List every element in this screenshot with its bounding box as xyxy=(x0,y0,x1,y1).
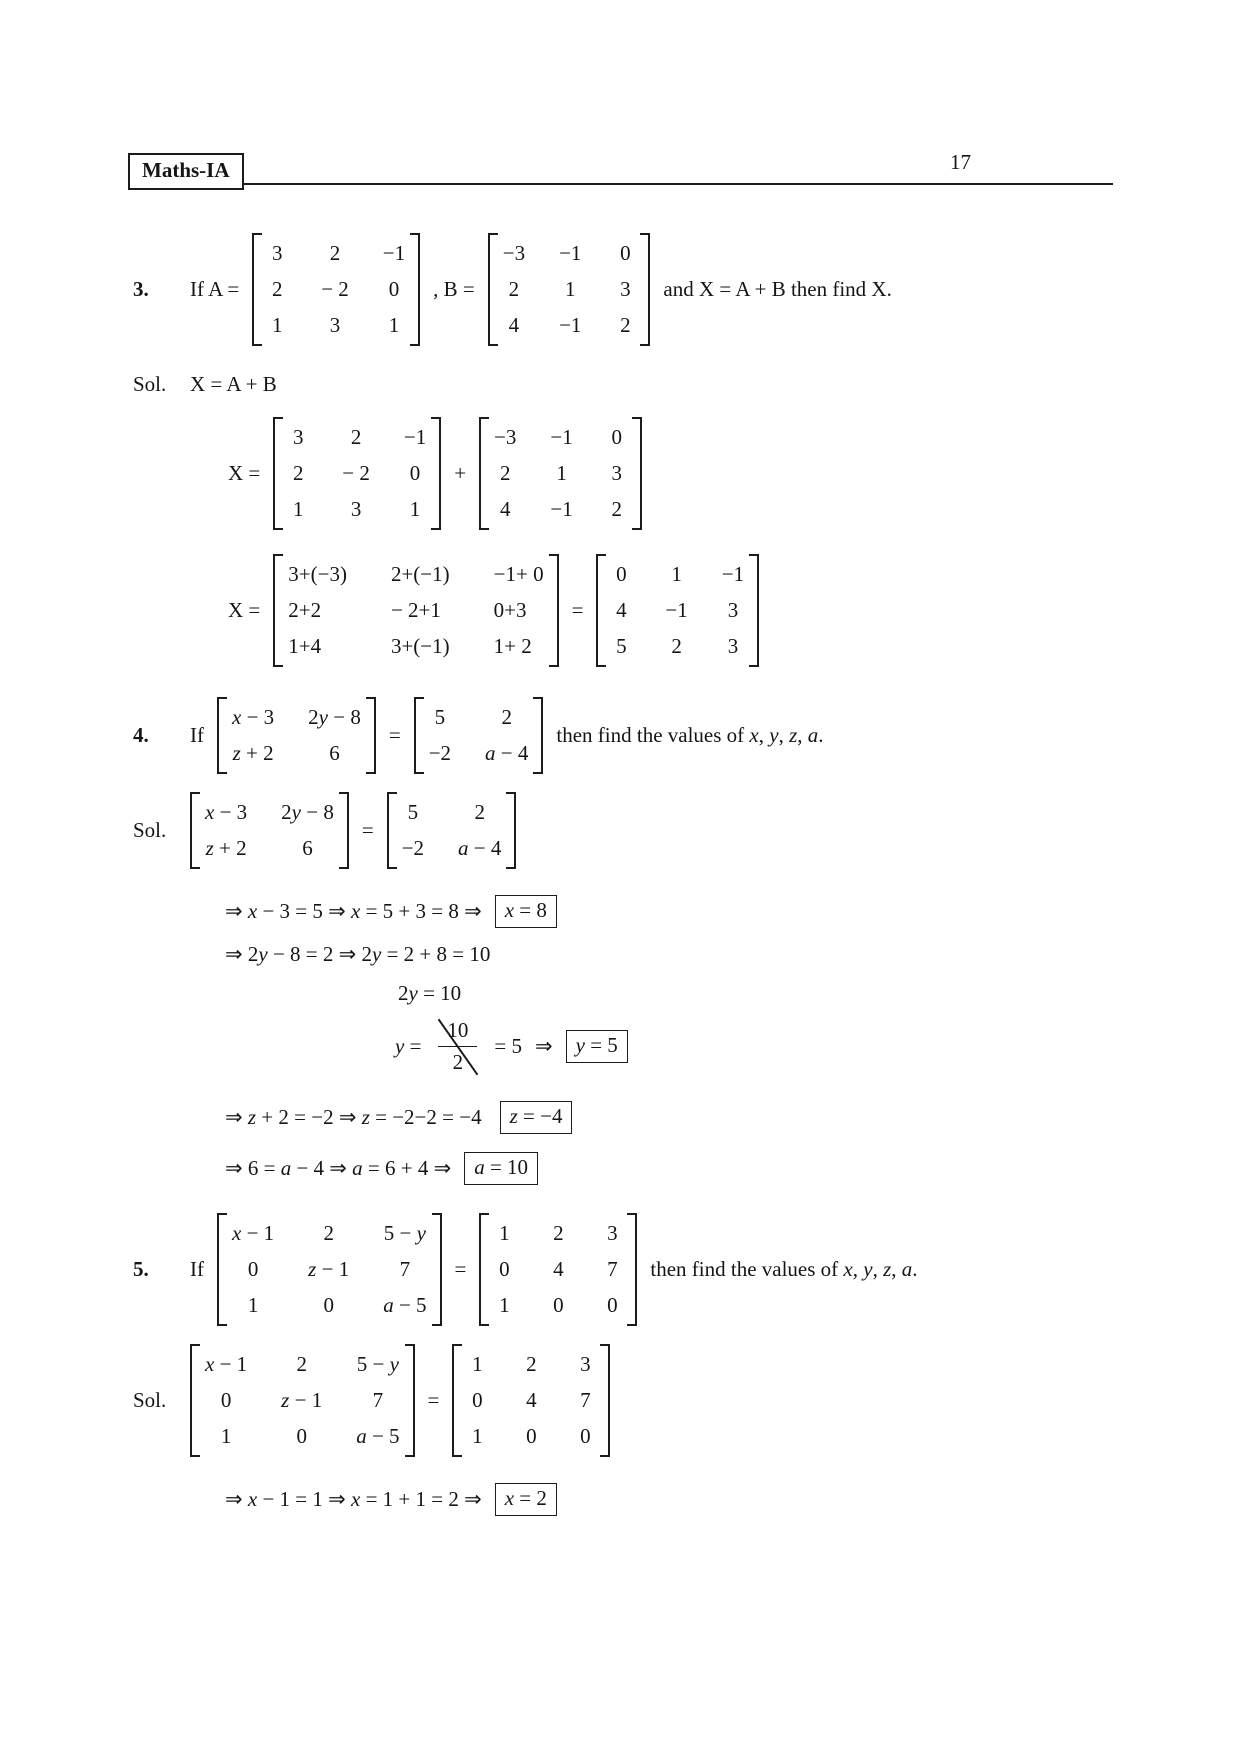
matrix-cell: 4 xyxy=(508,313,520,337)
matrix-cell: 1 xyxy=(671,562,682,586)
matrix-b xyxy=(488,233,651,346)
equals-sign: = xyxy=(427,1388,440,1412)
x-equals-label: X = xyxy=(228,598,261,622)
matrix-cell: a − 5 xyxy=(356,1424,400,1448)
problem-5-tail xyxy=(650,1257,917,1282)
matrix-cell: 0 xyxy=(616,562,627,586)
matrix-cell: −2 xyxy=(428,741,452,765)
matrix-cell: a − 5 xyxy=(383,1293,427,1317)
matrix-cell: 2 xyxy=(271,277,283,301)
matrix-cell: 0 xyxy=(323,1293,334,1317)
matrix-sum xyxy=(273,554,558,667)
matrix-cell: 3 xyxy=(293,425,304,449)
problem-5-statement xyxy=(133,1213,1181,1326)
matrix-cell: 2 xyxy=(293,461,304,485)
matrix-cell: z − 1 xyxy=(308,1257,350,1281)
matrix-cell: 2y − 8 xyxy=(281,800,334,824)
matrix-cell: − 2+1 xyxy=(390,598,441,622)
matrix-cell: 2 xyxy=(620,313,631,337)
matrix-cell: −1 xyxy=(665,598,688,622)
matrix-a xyxy=(273,417,441,530)
equation-text: ⇒ x − 1 = 1 ⇒ x = 1 + 1 = 2 ⇒ xyxy=(225,1487,482,1511)
answer-box-a: a = 10 xyxy=(464,1152,538,1185)
matrix-left xyxy=(217,697,376,774)
cancelled-fraction xyxy=(438,1018,477,1075)
matrix-cell: 3 xyxy=(607,1221,618,1245)
matrix-cell: 0 xyxy=(620,241,631,265)
matrix-cell: 1 xyxy=(293,497,304,521)
matrix-cell: 2y − 8 xyxy=(308,705,361,729)
problem-4 xyxy=(0,697,1241,1185)
matrix-cell: −1 xyxy=(403,425,427,449)
problem-4-tail xyxy=(556,723,823,748)
matrix-cell: 6 xyxy=(302,836,313,860)
matrix-cell: 0 xyxy=(526,1424,537,1448)
matrix-cell: 1 xyxy=(472,1352,483,1376)
matrix-cell: 2+2 xyxy=(288,598,322,622)
matrix-cell: 3 xyxy=(611,461,622,485)
equation-text: ⇒ 6 = a − 4 ⇒ a = 6 + 4 ⇒ xyxy=(225,1156,452,1180)
answer-box-y: y = 5 xyxy=(566,1030,628,1063)
x-result-row xyxy=(228,554,1241,667)
matrix-cell: −3 xyxy=(494,425,517,449)
answer-box-x: x = 8 xyxy=(495,895,557,928)
sol-label: Sol. xyxy=(133,818,167,842)
matrix-cell: −1 xyxy=(559,313,582,337)
problem-4-lead-text: If xyxy=(190,723,204,747)
matrix-cell: 7 xyxy=(580,1388,591,1412)
matrix-cell: 0 xyxy=(296,1424,307,1448)
sol-label: Sol. xyxy=(133,1388,167,1412)
matrix-cell: −1 xyxy=(550,425,573,449)
matrix-cell: −1 xyxy=(559,241,582,265)
matrix-cell: 0 xyxy=(247,1257,259,1281)
matrix-cell: 3 xyxy=(350,497,362,521)
equals-sign: = xyxy=(388,723,401,747)
matrix-cell: −1 xyxy=(721,562,745,586)
matrix-cell: 1 xyxy=(220,1424,232,1448)
matrix-cell: 2 xyxy=(501,705,512,729)
matrix-cell: −2 xyxy=(401,836,425,860)
matrix-x-result xyxy=(596,554,759,667)
matrix-cell: x − 3 xyxy=(232,705,275,729)
matrix-cell: 2 xyxy=(296,1352,307,1376)
problem-3-b-lead-text: , B = xyxy=(433,277,475,301)
matrix-cell: 3 xyxy=(329,313,341,337)
solution-step-y2 xyxy=(398,981,1241,1006)
matrix-a xyxy=(252,233,420,346)
problem-4-number: 4. xyxy=(133,723,149,747)
problem-4-tail-vars: x, y, z, a. xyxy=(749,723,824,747)
solution-step-y-final xyxy=(395,1018,1241,1075)
matrix-cell: 0 xyxy=(553,1293,564,1317)
page-number: 17 xyxy=(950,150,971,174)
problem-4-sol-row xyxy=(133,792,1181,869)
matrix-right xyxy=(414,697,544,774)
matrix-right xyxy=(387,792,517,869)
matrix-cell: 1 xyxy=(409,497,421,521)
matrix-cell: 2 xyxy=(474,800,485,824)
matrix-cell: 4 xyxy=(616,598,627,622)
matrix-cell: 0+3 xyxy=(493,598,527,622)
solution-step-y1 xyxy=(225,942,1241,967)
matrix-cell: x − 1 xyxy=(232,1221,275,1245)
problem-5-lead-text: If xyxy=(190,1257,204,1281)
solution-step-z xyxy=(225,1101,1241,1134)
matrix-cell: 4 xyxy=(553,1257,564,1281)
matrix-cell: 0 xyxy=(607,1293,618,1317)
matrix-left xyxy=(190,1344,415,1457)
equation-text: ⇒ x − 3 = 5 ⇒ x = 5 + 3 = 8 ⇒ xyxy=(225,899,482,923)
course-title: Maths-IA xyxy=(128,153,244,190)
matrix-cell: 3 xyxy=(727,634,739,658)
matrix-cell: 3 xyxy=(620,277,631,301)
matrix-cell: −3 xyxy=(502,241,526,265)
matrix-left xyxy=(217,1213,442,1326)
matrix-cell: 2 xyxy=(611,497,622,521)
problem-4-tail-text: then find the values of xyxy=(556,723,745,747)
matrix-cell: 0 xyxy=(220,1388,232,1412)
matrix-cell: x − 1 xyxy=(205,1352,248,1376)
matrix-cell: 0 xyxy=(409,461,421,485)
fraction-numerator: 10 xyxy=(438,1018,477,1047)
problem-5-tail-vars: x, y, z, a. xyxy=(843,1257,918,1281)
x-equals-label: X = xyxy=(228,461,261,485)
matrix-cell: 4 xyxy=(526,1388,537,1412)
matrix-cell: 2 xyxy=(323,1221,334,1245)
matrix-cell: 4 xyxy=(499,497,511,521)
solution-step-x xyxy=(225,895,1241,928)
matrix-cell: 2 xyxy=(508,277,520,301)
problem-3-statement xyxy=(133,233,1181,346)
matrix-cell: 7 xyxy=(399,1257,411,1281)
equals-sign: = xyxy=(571,598,584,622)
matrix-cell: 1 xyxy=(565,277,576,301)
matrix-cell: 2+(−1) xyxy=(390,562,450,586)
problem-5-sol-row xyxy=(133,1344,1181,1457)
equation-text: ⇒ z + 2 = −2 ⇒ z = −2−2 = −4 xyxy=(225,1105,482,1129)
matrix-cell: 1 xyxy=(556,461,567,485)
problem-5 xyxy=(0,1213,1241,1516)
matrix-cell: 0 xyxy=(580,1424,591,1448)
matrix-cell: 3+(−3) xyxy=(288,562,347,586)
matrix-cell: 3 xyxy=(580,1352,591,1376)
problem-3 xyxy=(0,233,1241,667)
answer-box-x: x = 2 xyxy=(495,1483,557,1516)
matrix-cell: −1 xyxy=(550,497,573,521)
matrix-cell: 2 xyxy=(329,241,341,265)
matrix-cell: z + 2 xyxy=(232,741,274,765)
matrix-cell: a − 4 xyxy=(485,741,529,765)
matrix-cell: a − 4 xyxy=(458,836,502,860)
matrix-cell: 7 xyxy=(607,1257,618,1281)
equation-text: 2y = 10 xyxy=(398,981,462,1005)
matrix-cell: 2 xyxy=(526,1352,537,1376)
matrix-cell: 1 xyxy=(499,1221,510,1245)
matrix-cell: 2 xyxy=(499,461,511,485)
matrix-cell: 1+ 2 xyxy=(493,634,532,658)
matrix-cell: 1 xyxy=(472,1424,483,1448)
matrix-cell: 1 xyxy=(271,313,283,337)
matrix-cell: 5 xyxy=(434,705,446,729)
matrix-cell: 3+(−1) xyxy=(390,634,450,658)
matrix-left xyxy=(190,792,349,869)
solution-step-a xyxy=(225,1152,1241,1185)
problem-3-number: 3. xyxy=(133,277,149,301)
equals-sign: = xyxy=(361,818,374,842)
matrix-cell: 6 xyxy=(329,741,340,765)
matrix-cell: − 2 xyxy=(321,277,349,301)
matrix-cell: x − 3 xyxy=(205,800,248,824)
problem-5-number: 5. xyxy=(133,1257,149,1281)
matrix-cell: 2 xyxy=(553,1221,564,1245)
plus-sign: + xyxy=(454,461,467,485)
equation-text: = 5 xyxy=(494,1034,523,1058)
matrix-cell: 7 xyxy=(372,1388,384,1412)
matrix-cell: 3 xyxy=(271,241,283,265)
matrix-cell: 0 xyxy=(611,425,622,449)
equals-sign: = xyxy=(454,1257,467,1281)
problem-3-lead-text: If A = xyxy=(190,277,240,301)
matrix-cell: 5 xyxy=(407,800,419,824)
matrix-cell: 1 xyxy=(247,1293,259,1317)
matrix-cell: 1 xyxy=(388,313,400,337)
matrix-cell: 1 xyxy=(499,1293,510,1317)
matrix-cell: z − 1 xyxy=(281,1388,323,1412)
solution-step-x xyxy=(225,1483,1241,1516)
equation-text: y = xyxy=(395,1034,422,1058)
matrix-cell: 2 xyxy=(350,425,362,449)
matrix-cell: 2 xyxy=(671,634,682,658)
matrix-right xyxy=(479,1213,637,1326)
matrix-cell: −1+ 0 xyxy=(493,562,544,586)
sol-equation-text: X = A + B xyxy=(190,372,277,396)
matrix-cell: 5 − y xyxy=(356,1352,399,1376)
answer-box-z: z = −4 xyxy=(500,1101,573,1134)
matrix-b xyxy=(479,417,642,530)
matrix-cell: 0 xyxy=(499,1257,510,1281)
matrix-cell: 1+4 xyxy=(288,634,322,658)
fraction-denominator: 2 xyxy=(452,1050,464,1074)
matrix-right xyxy=(452,1344,610,1457)
problem-3-sol-line xyxy=(133,372,1181,397)
matrix-cell: z + 2 xyxy=(205,836,247,860)
problem-3-tail-text: and X = A + B then find X. xyxy=(663,277,892,301)
matrix-cell: 3 xyxy=(727,598,739,622)
problem-4-statement xyxy=(133,697,1181,774)
matrix-cell: − 2 xyxy=(342,461,370,485)
matrix-cell: 0 xyxy=(472,1388,483,1412)
matrix-cell: 0 xyxy=(388,277,400,301)
matrix-cell: 5 xyxy=(616,634,627,658)
implies-arrow: ⇒ xyxy=(535,1034,553,1058)
equation-text: ⇒ 2y − 8 = 2 ⇒ 2y = 2 + 8 = 10 xyxy=(225,942,491,966)
matrix-cell: −1 xyxy=(382,241,406,265)
page-header xyxy=(128,146,1113,185)
x-sum-row xyxy=(228,417,1241,530)
sol-label: Sol. xyxy=(133,372,167,396)
problem-5-tail-text: then find the values of xyxy=(650,1257,839,1281)
matrix-cell: 5 − y xyxy=(383,1221,426,1245)
